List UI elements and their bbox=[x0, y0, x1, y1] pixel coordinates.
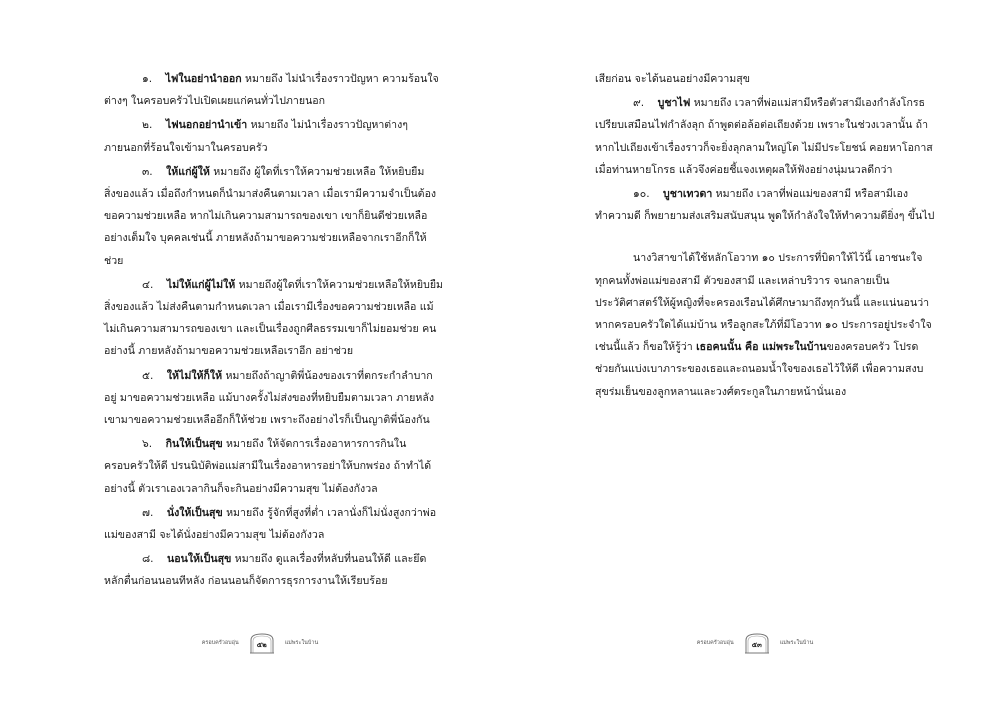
precept-5 bbox=[104, 365, 444, 432]
footer-book-title: ครอบครัวอบอุ่น bbox=[696, 640, 734, 646]
page-footer bbox=[655, 628, 855, 658]
precept-number: ๓. bbox=[142, 165, 153, 178]
precept-number: ๑๐. bbox=[633, 188, 650, 201]
precept-7 bbox=[104, 502, 444, 546]
precept-9 bbox=[595, 92, 935, 181]
precept-term: ให้ไม่ให้ก็ให้ bbox=[166, 369, 223, 382]
precept-text: หมายถึง ผู้ใดที่เราให้ความช่วยเหลือ ให้หยิบยืมสิ่งของแล้ว เมื่อถึงกำหนดก็นำมาส่งคืนตามเวลา เมื่อเรามีความจำเป็นต้องขอความช่วยเหลือ หากไม่เกินความสามารถของเขา เขาก็ยินดีช่วยเหลืออย่างเต็มใจ บุคคลเช่นนี้ ภายหลังถ้ามาขอความช่วยเหลือจากเราอีกก็ให้ช่วย bbox=[104, 165, 437, 267]
precept-term: ไม่ให้แก่ผู้ไม่ให้ bbox=[166, 278, 236, 291]
precept-text: หมายถึง รู้จักที่สูงที่ต่ำ เวลานั่งก็ไม่นั่งสูงกว่าพ่อแม่ของสามี จะได้นั่งอย่างมีความสุข ไม่ต้องกังวล bbox=[104, 506, 437, 542]
precept-number: ๑. bbox=[142, 73, 153, 85]
precept-text: หมายถึง ดูแลเรื่องที่หลับที่นอนให้ดี และยึดหลักตื่นก่อนนอนทีหลัง ก่อนนอนก็จัดการธุรการงานให้เรียบร้อย bbox=[104, 553, 427, 588]
precept-term: นั่งให้เป็นสุข bbox=[166, 506, 223, 519]
page-number-badge bbox=[744, 632, 770, 654]
precept-number: ๗. bbox=[142, 506, 154, 519]
precept-number: ๕. bbox=[142, 369, 154, 382]
page-number: ๕๒ bbox=[256, 641, 267, 649]
precept-4 bbox=[104, 274, 444, 363]
precept-number: ๖. bbox=[142, 438, 153, 451]
precept-6 bbox=[104, 433, 444, 500]
closing-text-end: ของครอบครัว โปรดช่วยกันแบ่งเบาภาระของเธอและถนอมน้ำใจของเธอไว้ให้ดี เพื่อความสงบสุขร่มเย็นของลูกหลานและวงศ์ตระกูลในภายหน้านั่นเอง bbox=[595, 341, 924, 398]
precept-term: นอนให้เป็นสุข bbox=[167, 553, 232, 566]
precept-text: หมายถึง เวลาที่พ่อแม่ของสามี หรือสามีเองทำความดี ก็พยายามส่งเสริมสนับสนุน พูดให้กำลังใจให้ทำความดียิ่งๆ ขึ้นไป bbox=[595, 188, 935, 223]
closing-paragraph bbox=[595, 247, 935, 402]
right-page bbox=[500, 0, 1000, 707]
precept-term: บูชาไฟ bbox=[657, 97, 691, 110]
precept-text: หมายถึง ให้จัดการเรื่องอาหารการกินในครอบครัวให้ดี ปรนนิบัติพ่อแม่สามีในเรื่องอาหารอย่าให้บกพร่อง ถ้าทำได้อย่างนี้ ตัวเราเองเวลากินก็จะกินอย่างมีความสุข ไม่ต้องกังวล bbox=[104, 438, 432, 495]
precept-3 bbox=[104, 161, 444, 272]
precept-text: หมายถึงผู้ใดที่เราให้ความช่วยเหลือให้หยิบยืมสิ่งของแล้ว ไม่ส่งคืนตามกำหนดเวลา เมื่อเรามีเรื่องขอความช่วยเหลือ แม้ไม่เกินความสามารถของเขา และเป็นเรื่องถูกศีลธรรมเขาก็ไม่ยอมช่วย คนอย่างนี้ ภายหลังถ้ามาขอความช่วยเหลือเราอีก อย่าช่วย bbox=[104, 278, 444, 358]
footer-chapter-title: แม่พระในบ้าน bbox=[284, 640, 319, 646]
left-page-text bbox=[104, 68, 444, 595]
paragraph-gap bbox=[595, 229, 935, 247]
footer-book-title: ครอบครัวอบอุ่น bbox=[201, 640, 239, 646]
precept-term: ให้แก่ผู้ให้ bbox=[166, 165, 210, 178]
precept-term: กินให้เป็นสุข bbox=[165, 438, 223, 451]
footer-chapter-title: แม่พระในบ้าน bbox=[779, 640, 814, 646]
precept-text: หมายถึงถ้าญาติพี่น้องของเราที่ตกระกำลำบากอยู่ มาขอความช่วยเหลือ แม้บางครั้งไม่ส่งของที่หยิบยืมตามเวลา ภายหลังเขามาขอความช่วยเหลืออีกก็ให้ช่วย เพราะถึงอย่างไรก็เป็นญาติพี่น้องกัน bbox=[104, 369, 435, 427]
precept-10 bbox=[595, 183, 935, 227]
precept-8 bbox=[104, 548, 444, 592]
precept-number: ๔. bbox=[142, 278, 154, 291]
precept-2 bbox=[104, 114, 444, 158]
precept-text: หมายถึง ไม่นำเรื่องราวปัญหาต่างๆ ภายนอกที่ร้อนใจเข้ามาในครอบครัว bbox=[104, 119, 408, 154]
closing-text-start: นางวิสาขาได้ใช้หลักโอวาท ๑๐ ประการที่บิดาให้ไว้นี้ เอาชนะใจทุกคนทั้งพ่อแม่ของสามี ตัวของสามี และเหล่าบริวาร จนกลายเป็นประวัติศาสตร์ให้ผู้หญิงที่จะครองเรือนได้ศึกษามาถึงทุกวันนี้ และแน่นอนว่า หากครอบครัวใดได้แม่บ้าน หรือลูกสะใภ้ที่มีโอวาท ๑๐ ประการอยู่ประจำใจเช่นนี้แล้ว ก็ขอให้รู้ว่า bbox=[595, 252, 932, 354]
closing-highlight: เธอคนนั้น คือ แม่พระในบ้าน bbox=[696, 341, 827, 354]
precept-text: หมายถึง เวลาที่พ่อแม่สามีหรือตัวสามีเองกำลังโกรธเปรียบเสมือนไฟกำลังลุก ถ้าพูดต่อล้อต่อเถียงด้วย เพราะในช่วงเวลานั้น ถ้าหากไปเถียงเข้าเรื่องราวก็จะยิ่งลุกลามใหญ่โต ไม่มีประโยชน์ คอยหาโอกาสเมื่อท่านหายโกรธ แล้วจึงค่อยชี้แจงเหตุผลให้ฟังอย่างนุ่มนวลดีกว่า bbox=[595, 97, 933, 176]
precept-number: ๘. bbox=[142, 553, 154, 566]
page-number-badge bbox=[249, 632, 275, 654]
precept-1 bbox=[104, 68, 444, 112]
page-number: ๕๓ bbox=[751, 641, 762, 649]
right-page-text bbox=[595, 68, 935, 405]
continuation-text: เสียก่อน จะได้นอนอย่างมีความสุข bbox=[595, 73, 750, 85]
page-footer bbox=[160, 628, 360, 658]
precept-number: ๒. bbox=[142, 119, 153, 132]
precept-term: บูชาเทวดา bbox=[663, 188, 713, 201]
precept-term: ไฟในอย่านำออก bbox=[165, 73, 242, 85]
precept-number: ๙. bbox=[633, 97, 645, 110]
precept-text: หมายถึง ไม่นำเรื่องราวปัญหา ความร้อนใจต่างๆ ในครอบครัวไปเปิดเผยแก่คนทั่วไปภายนอก bbox=[104, 73, 439, 108]
precept-term: ไฟนอกอย่านำเข้า bbox=[165, 119, 248, 132]
